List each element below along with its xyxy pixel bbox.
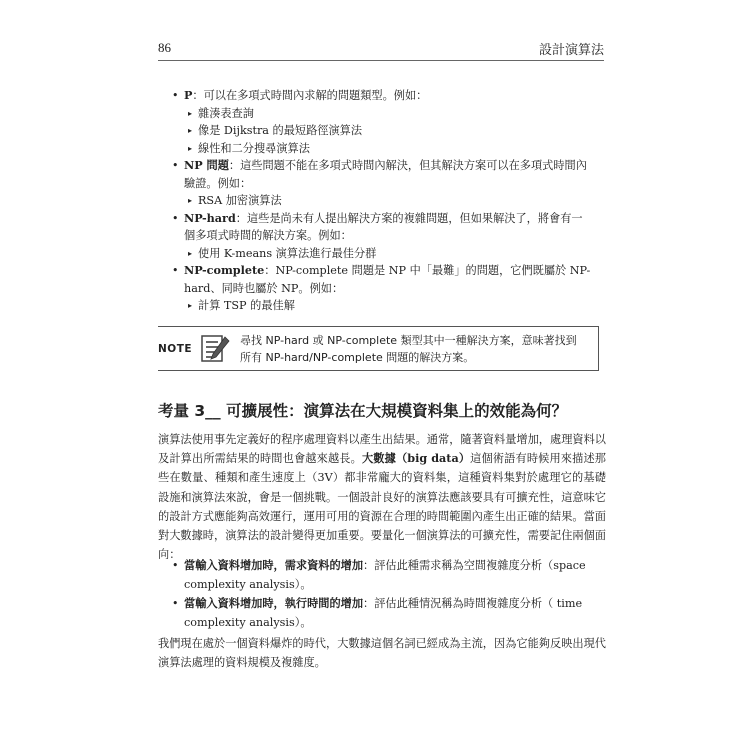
page-number: 86 [158, 40, 171, 55]
note-box [158, 326, 599, 371]
paragraph-text: 這個術語有時候用來描述那些在數量、種類和產生速度上（3V）都非常龐大的資料集，這種資料集對於處理它的基礎設施和演算法來說，會是一個挑戰。一個設計良好的演算法應該要具有可擴充性，這意味它的設計方式應能夠高效運行，運用可用的資源在合理的時間範圍內產生出正確的結果。當面對大數據時，演算法的設計變得更加重要。要量化一個演算法的可擴充性，需要記住兩個面向： [158, 452, 606, 562]
bullet-dot-icon: • [172, 264, 179, 277]
term-label: NP-hard [184, 210, 236, 225]
bullet-dot-icon: • [172, 559, 179, 572]
bullet-dot-icon: • [172, 211, 179, 225]
term-label: P [184, 88, 193, 102]
triangle-bullet-icon: ▸ [188, 108, 193, 118]
bullet-dot-icon: • [172, 89, 179, 102]
sub-list-item [168, 105, 593, 123]
sub-list-item [168, 192, 593, 210]
list-item-np-hard [168, 210, 593, 245]
body-paragraph [158, 430, 606, 564]
list-item-np [168, 157, 593, 192]
sub-item-text: 雜湊表查詢 [198, 106, 254, 120]
sub-item-text: RSA 加密演算法 [198, 194, 282, 207]
sub-list-item [168, 245, 593, 263]
list-item-space [168, 556, 606, 594]
term-description: ：可以在多項式時間內求解的問題類型。例如： [192, 89, 428, 102]
header-rule [158, 60, 604, 61]
bold-term: 當輸入資料增加時，執行時間的增加 [184, 596, 364, 610]
term-label: NP-complete [184, 263, 265, 277]
sub-item-text: 使用 K-means 演算法進行最佳分群 [198, 246, 377, 260]
sub-item-text: 線性和二分搜尋演算法 [198, 141, 310, 155]
running-header-title: 設計演算法 [538, 43, 604, 58]
scalability-aspects-list [168, 556, 606, 632]
triangle-bullet-icon: ▸ [188, 248, 193, 258]
note-line: 所有 NP-hard/NP-complete 問題的解決方案。 [240, 351, 475, 364]
list-item-time [168, 594, 606, 632]
body-paragraph: 我們現在處於一個資料爆炸的時代，大數據這個名詞已經成為主流，因為它能夠反映出現代演算法處理的資料規模及複雜度。 [158, 637, 606, 670]
triangle-bullet-icon: ▸ [188, 143, 193, 153]
triangle-bullet-icon: ▸ [188, 126, 193, 135]
paragraph-text: 演算法使用事先定義好的程序處理資料以產生出結果。通常，隨著資料量增加，處理資料以及計算出所需結果的時間也會越來越長。 [158, 433, 606, 466]
item-text: ：評估此種需求稱為空間複雜度分析（space complexity analysis）。 [184, 559, 586, 591]
complexity-class-list [168, 87, 593, 315]
triangle-bullet-icon: ▸ [188, 196, 193, 205]
item-text: ：評估此種情況稱為時間複雜度分析（ time complexity analysis）。 [184, 597, 583, 629]
bold-term: 大數據（big data） [361, 451, 471, 466]
term-description: ：NP-complete 問題是 NP 中「最難」的問題，它們既屬於 NP-hard、同時也屬於 NP。例如： [184, 264, 591, 295]
triangle-bullet-icon: ▸ [188, 301, 193, 310]
term-description: ：這些問題不能在多項式時間內解決，但其解決方案可以在多項式時間內驗證。例如： [184, 159, 587, 190]
bullet-dot-icon: • [172, 597, 179, 610]
sub-item-text: 計算 TSP 的最佳解 [198, 299, 295, 312]
bold-term: 當輸入資料增加時，需求資料的增加 [184, 558, 364, 572]
sub-item-text: 像是 Dijkstra 的最短路徑演算法 [198, 124, 363, 137]
sub-list-item [168, 140, 593, 158]
term-label: NP 問題 [184, 158, 229, 172]
sub-list-item [168, 122, 593, 140]
section-heading: 考量 3__ 可擴展性：演算法在大規模資料集上的效能為何？ [158, 402, 568, 420]
term-description: ：這些是尚未有人提出解決方案的複雜問題，但如果解決了，將會有一個多項式時間的解決方案。例如： [184, 211, 583, 242]
note-text [240, 332, 590, 366]
list-item-np-complete [168, 262, 593, 297]
note-line: 尋找 NP-hard 或 NP-complete 類型其中一種解決方案，意味著找到 [240, 334, 577, 347]
note-label: NOTE [158, 343, 193, 355]
list-item-p [168, 87, 593, 105]
bullet-dot-icon: • [172, 159, 179, 172]
sub-list-item [168, 297, 593, 315]
pencil-note-icon [198, 331, 232, 365]
